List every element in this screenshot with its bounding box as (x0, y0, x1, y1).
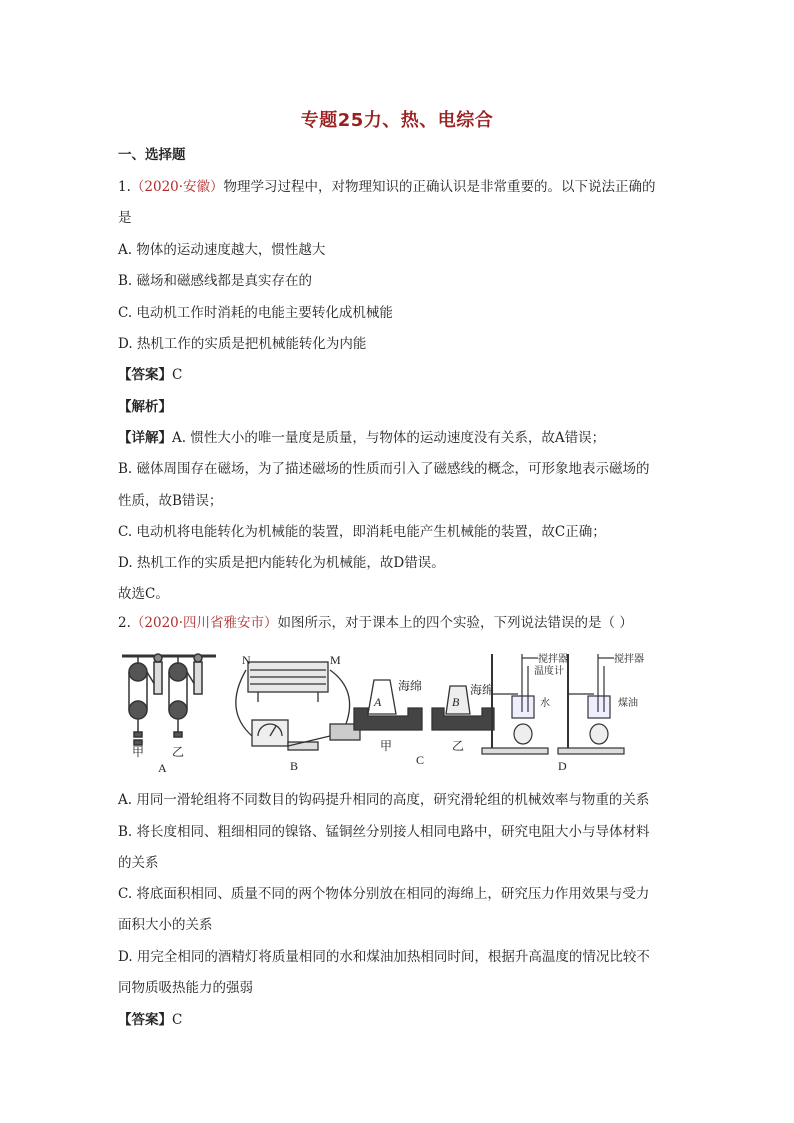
q1-detail-line: 性质，故B错误； (118, 493, 223, 509)
q2-number: 2. (118, 615, 131, 631)
q2-option-d: D. 用完全相同的酒精灯将质量相同的水和煤油加热相同时间，根据升高温度的情况比较不 (118, 949, 650, 965)
q1-number: 1. (118, 179, 131, 195)
q2-option-a: A. 用同一滑轮组将不同数目的钩码提升相同的高度，研究滑轮组的机械效率与物重的关系 (118, 792, 650, 808)
section-heading: 一、选择题 (118, 147, 186, 163)
q1-option-c: C. 电动机工作时消耗的电能主要转化成机械能 (118, 305, 393, 321)
q1-answer-value: C (172, 367, 183, 383)
panel-c-block-b: B (452, 695, 460, 709)
q1-analysis-tag: 【解析】 (118, 399, 172, 415)
q2-option-c: C. 将底面积相同、质量不同的两个物体分别放在相同的海绵上，研究压力作用效果与受力 (118, 886, 650, 902)
q1-stem-cont: 是 (118, 210, 132, 226)
panel-a-right-label: 乙 (172, 745, 185, 759)
q2-answer-tag: 【答案】 (118, 1012, 172, 1028)
panel-c-left-label: 甲 (380, 739, 393, 753)
panel-c-caption: C (416, 753, 425, 767)
panel-b-m-label: M (330, 653, 341, 667)
panel-b-circuit (236, 662, 360, 750)
panel-c-right-label: 乙 (452, 739, 465, 753)
q1-stem-line1: 物理学习过程中，对物理知识的正确认识是非常重要的。以下说法正确的 (223, 179, 656, 195)
q2-option-c-cont: 面积大小的关系 (118, 917, 213, 933)
panel-b-caption: B (290, 759, 299, 773)
panel-d-caption: D (558, 759, 567, 773)
panel-d-thermometer: 温度计 (534, 666, 564, 677)
q1-detail-line: D. 热机工作的实质是把内能转化为机械能，故D错误。 (118, 555, 445, 571)
panel-d-water: 水 (540, 698, 550, 709)
q2-option-b-cont: 的关系 (118, 855, 159, 871)
q2-option-d-cont: 同物质吸热能力的强弱 (118, 980, 253, 996)
q2-answer-value: C (172, 1012, 183, 1028)
q1-option-d: D. 热机工作的实质是把机械能转化为内能 (118, 336, 367, 352)
panel-a-caption: A (158, 761, 167, 775)
q1-detail-line: B. 磁体周围存在磁场，为了描述磁场的性质而引入了磁感线的概念，可形象地表示磁场的 (118, 461, 650, 477)
q2-source: （2020·四川省雅安市） (130, 615, 278, 631)
q1-detail-text: A. 惯性大小的唯一量度是质量，与物体的运动速度没有关系，故A错误； (172, 430, 606, 446)
experiment-figure (118, 650, 678, 775)
panel-a-pulleys (122, 654, 216, 745)
q1-option-b: B. 磁场和磁感线都是真实存在的 (118, 273, 313, 289)
q2-answer (118, 1011, 182, 1029)
q1-answer (118, 366, 182, 384)
panel-c-sponge-label-right: 海绵 (470, 683, 495, 697)
q1-conclusion: 故选C。 (118, 586, 169, 602)
q1-stem (118, 178, 656, 196)
panel-a-left-label: 甲 (132, 745, 145, 759)
panel-d-stirrer-left: 搅拌器 (538, 654, 568, 665)
page-title: 专题25力、热、电综合 (300, 110, 494, 131)
q1-detail-line: C. 电动机将电能转化为机械能的装置，即消耗电能产生机械能的装置，故C正确； (118, 524, 606, 540)
panel-c-sponge-label-left: 海绵 (398, 679, 423, 693)
panel-c-block-a: A (374, 695, 382, 709)
panel-d-oil: 煤油 (618, 698, 638, 709)
q2-stem (118, 614, 633, 632)
panel-b-n-label: N (242, 653, 251, 667)
q1-detail-line (118, 429, 605, 447)
q1-detail-tag: 【详解】 (118, 430, 172, 446)
panel-d-stirrer-right: 搅拌器 (614, 654, 644, 665)
q2-option-b: B. 将长度相同、粗细相同的镍铬、锰铜丝分别接人相同电路中，研究电阻大小与导体材料 (118, 824, 650, 840)
q1-source: （2020·安徽） (130, 179, 224, 195)
q1-answer-tag: 【答案】 (118, 367, 172, 383)
q1-option-a: A. 物体的运动速度越大，惯性越大 (118, 242, 326, 258)
q2-stem-text: 如图所示，对于课本上的四个实验，下列说法错误的是（ ） (277, 615, 633, 631)
